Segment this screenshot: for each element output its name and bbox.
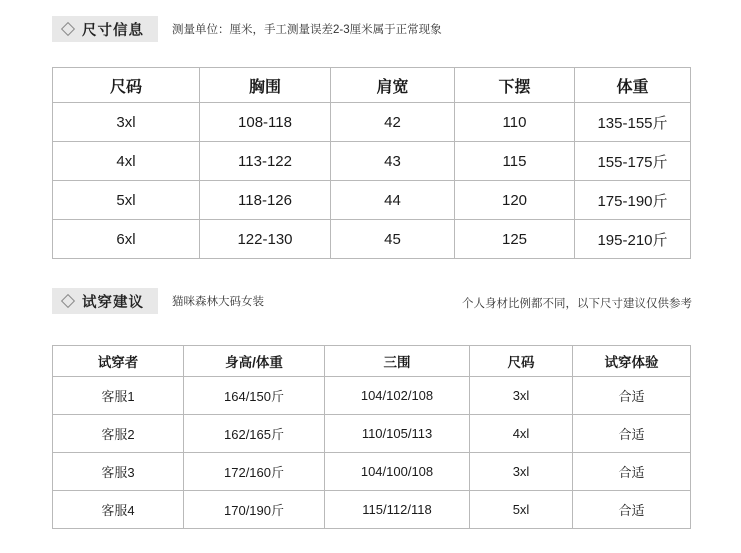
table-row xyxy=(53,453,691,491)
fitting-table-cell: 3xl xyxy=(470,377,573,415)
fitting-table-cell: 合适 xyxy=(573,491,691,529)
size-table-cell: 135-155斤 xyxy=(575,103,691,142)
size-table-cell: 43 xyxy=(331,142,455,181)
fitting-table-cell: 客服1 xyxy=(53,377,184,415)
fitting-table-cell: 164/150斤 xyxy=(184,377,325,415)
size-table xyxy=(52,67,691,259)
fitting-table-cell: 合适 xyxy=(573,453,691,491)
table-header-row xyxy=(53,68,691,103)
size-table-cell: 115 xyxy=(455,142,575,181)
size-table-header-cell: 体重 xyxy=(575,68,691,103)
fitting-table-header-cell: 三围 xyxy=(325,346,470,377)
size-table-cell: 110 xyxy=(455,103,575,142)
size-table-cell: 5xl xyxy=(53,181,200,220)
table-row xyxy=(53,142,691,181)
size-table-cell: 118-126 xyxy=(200,181,331,220)
size-info-title: 尺寸信息 xyxy=(82,22,144,39)
table-row xyxy=(53,377,691,415)
table-row xyxy=(53,491,691,529)
fitting-table-cell: 110/105/113 xyxy=(325,415,470,453)
diamond-icon xyxy=(61,22,75,36)
fitting-note-right: 个人身材比例都不同，以下尺寸建议仅供参考 xyxy=(462,298,692,310)
fitting-table xyxy=(52,345,691,529)
size-table-cell: 120 xyxy=(455,181,575,220)
size-table-cell: 155-175斤 xyxy=(575,142,691,181)
fitting-note: 猫咪森林大码女装 xyxy=(172,296,264,308)
fitting-table-header-cell: 试穿体验 xyxy=(573,346,691,377)
table-header-row xyxy=(53,346,691,377)
fitting-table-cell: 客服3 xyxy=(53,453,184,491)
fitting-table-cell: 115/112/118 xyxy=(325,491,470,529)
fitting-title: 试穿建议 xyxy=(82,294,144,311)
table-row xyxy=(53,103,691,142)
fitting-section-header xyxy=(52,288,264,314)
table-row xyxy=(53,415,691,453)
size-table-header-cell: 肩宽 xyxy=(331,68,455,103)
table-row xyxy=(53,220,691,259)
fitting-table-cell: 合适 xyxy=(573,415,691,453)
size-table-cell: 122-130 xyxy=(200,220,331,259)
size-table-cell: 195-210斤 xyxy=(575,220,691,259)
table-row xyxy=(53,181,691,220)
size-table-cell: 3xl xyxy=(53,103,200,142)
fitting-table-cell: 104/102/108 xyxy=(325,377,470,415)
size-info-title-tab xyxy=(52,16,158,42)
fitting-table-cell: 合适 xyxy=(573,377,691,415)
fitting-table-cell: 5xl xyxy=(470,491,573,529)
fitting-title-tab xyxy=(52,288,158,314)
fitting-table-cell: 客服2 xyxy=(53,415,184,453)
fitting-table-cell: 170/190斤 xyxy=(184,491,325,529)
size-table-cell: 113-122 xyxy=(200,142,331,181)
size-table-cell: 108-118 xyxy=(200,103,331,142)
diamond-icon xyxy=(61,294,75,308)
size-table-cell: 44 xyxy=(331,181,455,220)
size-table-header-cell: 胸围 xyxy=(200,68,331,103)
size-table-cell: 175-190斤 xyxy=(575,181,691,220)
fitting-table-header-cell: 尺码 xyxy=(470,346,573,377)
fitting-table-header-cell: 试穿者 xyxy=(53,346,184,377)
fitting-table-cell: 104/100/108 xyxy=(325,453,470,491)
size-table-cell: 42 xyxy=(331,103,455,142)
size-table-cell: 45 xyxy=(331,220,455,259)
fitting-table-cell: 4xl xyxy=(470,415,573,453)
size-info-note: 测量单位：厘米，手工测量误差2-3厘米属于正常现象 xyxy=(172,24,442,36)
size-info-section-header xyxy=(52,16,442,42)
fitting-table-cell: 162/165斤 xyxy=(184,415,325,453)
size-table-header-cell: 尺码 xyxy=(53,68,200,103)
size-table-cell: 6xl xyxy=(53,220,200,259)
size-table-header-cell: 下摆 xyxy=(455,68,575,103)
fitting-table-cell: 客服4 xyxy=(53,491,184,529)
fitting-table-cell: 172/160斤 xyxy=(184,453,325,491)
size-table-cell: 125 xyxy=(455,220,575,259)
fitting-table-cell: 3xl xyxy=(470,453,573,491)
size-table-cell: 4xl xyxy=(53,142,200,181)
fitting-table-header-cell: 身高/体重 xyxy=(184,346,325,377)
